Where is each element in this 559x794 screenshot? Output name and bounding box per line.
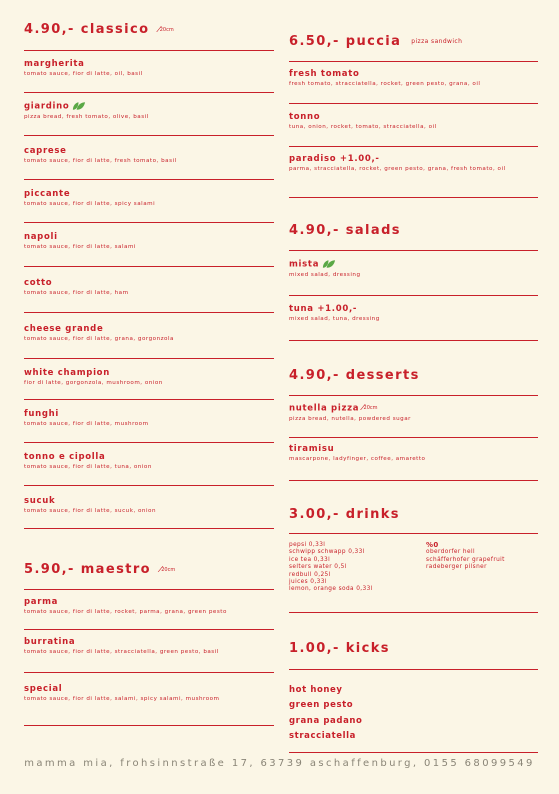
- divider: [24, 179, 274, 180]
- item-desc: mascarpone, ladyfinger, coffee, amaretto: [289, 456, 426, 462]
- item-name: tonno e cipolla: [24, 452, 106, 462]
- menu-item-caprese: [24, 146, 274, 166]
- item-name: giardino: [24, 101, 70, 112]
- item-desc: tomato sauce, fior di latte, stracciatella, green pesto, basil: [24, 649, 219, 655]
- leaf-icon: [321, 259, 336, 269]
- menu-item-piccante: [24, 189, 274, 209]
- divider: [24, 50, 274, 51]
- drink-item: ice tea 0,33l: [289, 556, 331, 563]
- item-desc: tomato sauce, fior di latte, fresh tomato, basil: [24, 158, 177, 164]
- divider: [289, 533, 538, 534]
- menu-item-napoli: [24, 232, 274, 252]
- puccia-heading: [289, 34, 538, 49]
- item-desc: mixed salad, tuna, dressing: [289, 316, 380, 322]
- kick-item: stracciatella: [289, 731, 356, 741]
- drinks-title: 3.00,- drinks: [289, 507, 400, 522]
- item-desc: tomato sauce, fior di latte, spicy salami: [24, 201, 156, 207]
- item-name: tuna +1.00,-: [289, 304, 358, 314]
- item-name: mista: [289, 259, 320, 270]
- item-name: paradiso +1.00,-: [289, 154, 380, 164]
- item-name: sucuk: [24, 496, 56, 506]
- item-desc: fior di latte, gorgonzola, mushroom, onion: [24, 380, 163, 386]
- divider: [289, 250, 538, 251]
- divider: [24, 358, 274, 359]
- menu-item-fresh-tomato: [289, 69, 538, 89]
- footer-address: mamma mia, frohsinnstraße 17, 63739 aschaffenburg, 0155 68099549: [24, 758, 535, 769]
- menu-item-sucuk: [24, 496, 274, 516]
- item-name: tonno: [289, 112, 321, 122]
- item-desc: tomato sauce, fior di latte, rocket, parma, grana, green pesto: [24, 609, 227, 615]
- desserts-title: 4.90,- desserts: [289, 368, 420, 383]
- item-desc: parma, stracciatella, rocket, green pesto, grana, fresh tomato, oil: [289, 166, 506, 172]
- menu-item-tonno-e-cipolla: [24, 452, 274, 472]
- drink-item: selters water 0,5l: [289, 564, 347, 571]
- menu-item-tiramisu: [289, 444, 538, 464]
- puccia-title: 6.50,- puccia: [289, 34, 402, 49]
- item-name: funghi: [24, 409, 60, 419]
- maestro-heading: [24, 562, 274, 577]
- divider: [24, 528, 274, 529]
- drinks-heading: [289, 507, 538, 522]
- classico-heading: [24, 22, 274, 37]
- divider: [24, 266, 274, 267]
- divider: [289, 103, 538, 104]
- menu-item-burratina: [24, 637, 274, 657]
- item-desc: pizza bread, nutella, powdered sugar: [289, 415, 411, 422]
- menu-item-parma: [24, 597, 274, 617]
- item-name: fresh tomato: [289, 69, 360, 79]
- menu-item-margherita: [24, 59, 274, 79]
- drink-item: schäfferhofer grapefruit: [426, 556, 505, 563]
- item-desc: tomato sauce, fior di latte, grana, gorgonzola: [24, 336, 174, 342]
- salads-title: 4.90,- salads: [289, 223, 401, 238]
- drink-item: lemon, orange soda 0,33l: [289, 586, 373, 593]
- drink-item: oberdorfer hell: [426, 549, 475, 556]
- divider: [289, 295, 538, 296]
- item-name: tiramisu: [289, 444, 335, 454]
- pizza-cutter-icon: ⁄: [362, 403, 364, 412]
- divider: [289, 669, 538, 670]
- item-name: special: [24, 684, 63, 694]
- divider: [289, 197, 538, 198]
- item-name: white champion: [24, 368, 110, 378]
- kick-item: green pesto: [289, 700, 354, 710]
- item-desc: tomato sauce, fior di latte, ham: [24, 290, 129, 296]
- drink-item: juices 0,33l: [289, 579, 327, 586]
- divider: [289, 437, 538, 438]
- classico-size-badge: ⁄20cm: [158, 25, 174, 34]
- soft-drinks-column: [289, 542, 373, 594]
- divider: [24, 399, 274, 400]
- maestro-title: 5.90,- maestro: [24, 562, 151, 577]
- desserts-heading: [289, 368, 538, 383]
- menu-item-paradiso: [289, 154, 538, 174]
- item-name: margherita: [24, 59, 85, 69]
- leaf-icon: [71, 101, 86, 111]
- item-name: cheese grande: [24, 324, 104, 334]
- menu-item-cotto: [24, 278, 274, 298]
- item-desc: tomato sauce, fior di latte, oil, basil: [24, 71, 143, 77]
- item-name: parma: [24, 597, 59, 607]
- divider: [24, 725, 274, 726]
- menu-item-tonno: [289, 112, 538, 132]
- item-desc: tomato sauce, fior di latte, mushroom: [24, 421, 149, 427]
- item-desc: tomato sauce, fior di latte, salami, spicy salami, mushroom: [24, 696, 220, 702]
- alcohol-free-heading: %0: [426, 541, 439, 549]
- divider: [24, 589, 274, 590]
- divider: [289, 480, 538, 481]
- divider: [289, 395, 538, 396]
- pizza-cutter-icon: ⁄: [158, 25, 160, 34]
- item-desc: tomato sauce, fior di latte, tuna, onion: [24, 464, 152, 470]
- divider: [24, 442, 274, 443]
- salads-heading: [289, 223, 538, 238]
- divider: [289, 340, 538, 341]
- item-desc: fresh tomato, stracciatella, rocket, green pesto, grana, oil: [289, 81, 481, 87]
- pizza-cutter-icon: ⁄: [159, 565, 162, 574]
- divider: [24, 485, 274, 486]
- classico-title: 4.90,- classico: [24, 22, 150, 37]
- item-name: burratina: [24, 637, 76, 647]
- menu-item-funghi: [24, 409, 274, 429]
- item-name: piccante: [24, 189, 71, 199]
- menu-item-tuna: [289, 304, 538, 324]
- divider: [289, 61, 538, 62]
- kicks-heading: [289, 641, 538, 656]
- divider: [24, 629, 274, 630]
- menu-item-white-champion: [24, 368, 274, 388]
- kicks-title: 1.00,- kicks: [289, 641, 390, 656]
- menu-item-cheese-grande: [24, 324, 274, 344]
- nutella-size-badge: ⁄20cm: [362, 403, 378, 412]
- menu-item-mista: [289, 259, 538, 280]
- item-desc: pizza bread, fresh tomato, olive, basil: [24, 113, 149, 120]
- divider: [24, 92, 274, 93]
- divider: [289, 752, 538, 753]
- item-name: napoli: [24, 232, 58, 242]
- drink-item: pepsi 0,33l: [289, 542, 326, 548]
- menu-item-giardino: [24, 101, 274, 122]
- divider: [24, 135, 274, 136]
- divider: [289, 146, 538, 147]
- item-desc: tomato sauce, fior di latte, salami: [24, 244, 136, 250]
- divider: [289, 612, 538, 613]
- item-desc: mixed salad, dressing: [289, 271, 361, 278]
- drink-item: redbull 0,25l: [289, 571, 331, 578]
- item-desc: tomato sauce, fior di latte, sucuk, onion: [24, 508, 156, 514]
- item-name: nutella pizza: [289, 403, 360, 414]
- drink-item: radeberger pilsner: [426, 564, 487, 571]
- item-name: cotto: [24, 278, 53, 288]
- kick-item: hot honey: [289, 685, 343, 695]
- menu-item-special: [24, 684, 274, 704]
- beer-column: [426, 542, 505, 572]
- item-name: caprese: [24, 146, 67, 156]
- drink-item: schwipp schwapp 0,33l: [289, 549, 365, 556]
- puccia-note: pizza sandwich: [411, 38, 463, 45]
- item-desc: tuna, onion, rocket, tomato, stracciatella, oil: [289, 124, 437, 130]
- divider: [24, 672, 274, 673]
- maestro-size-badge: ⁄20cm: [159, 565, 176, 574]
- divider: [24, 312, 274, 313]
- divider: [24, 222, 274, 223]
- menu-item-nutella-pizza: [289, 402, 538, 424]
- kick-item: grana padano: [289, 716, 363, 726]
